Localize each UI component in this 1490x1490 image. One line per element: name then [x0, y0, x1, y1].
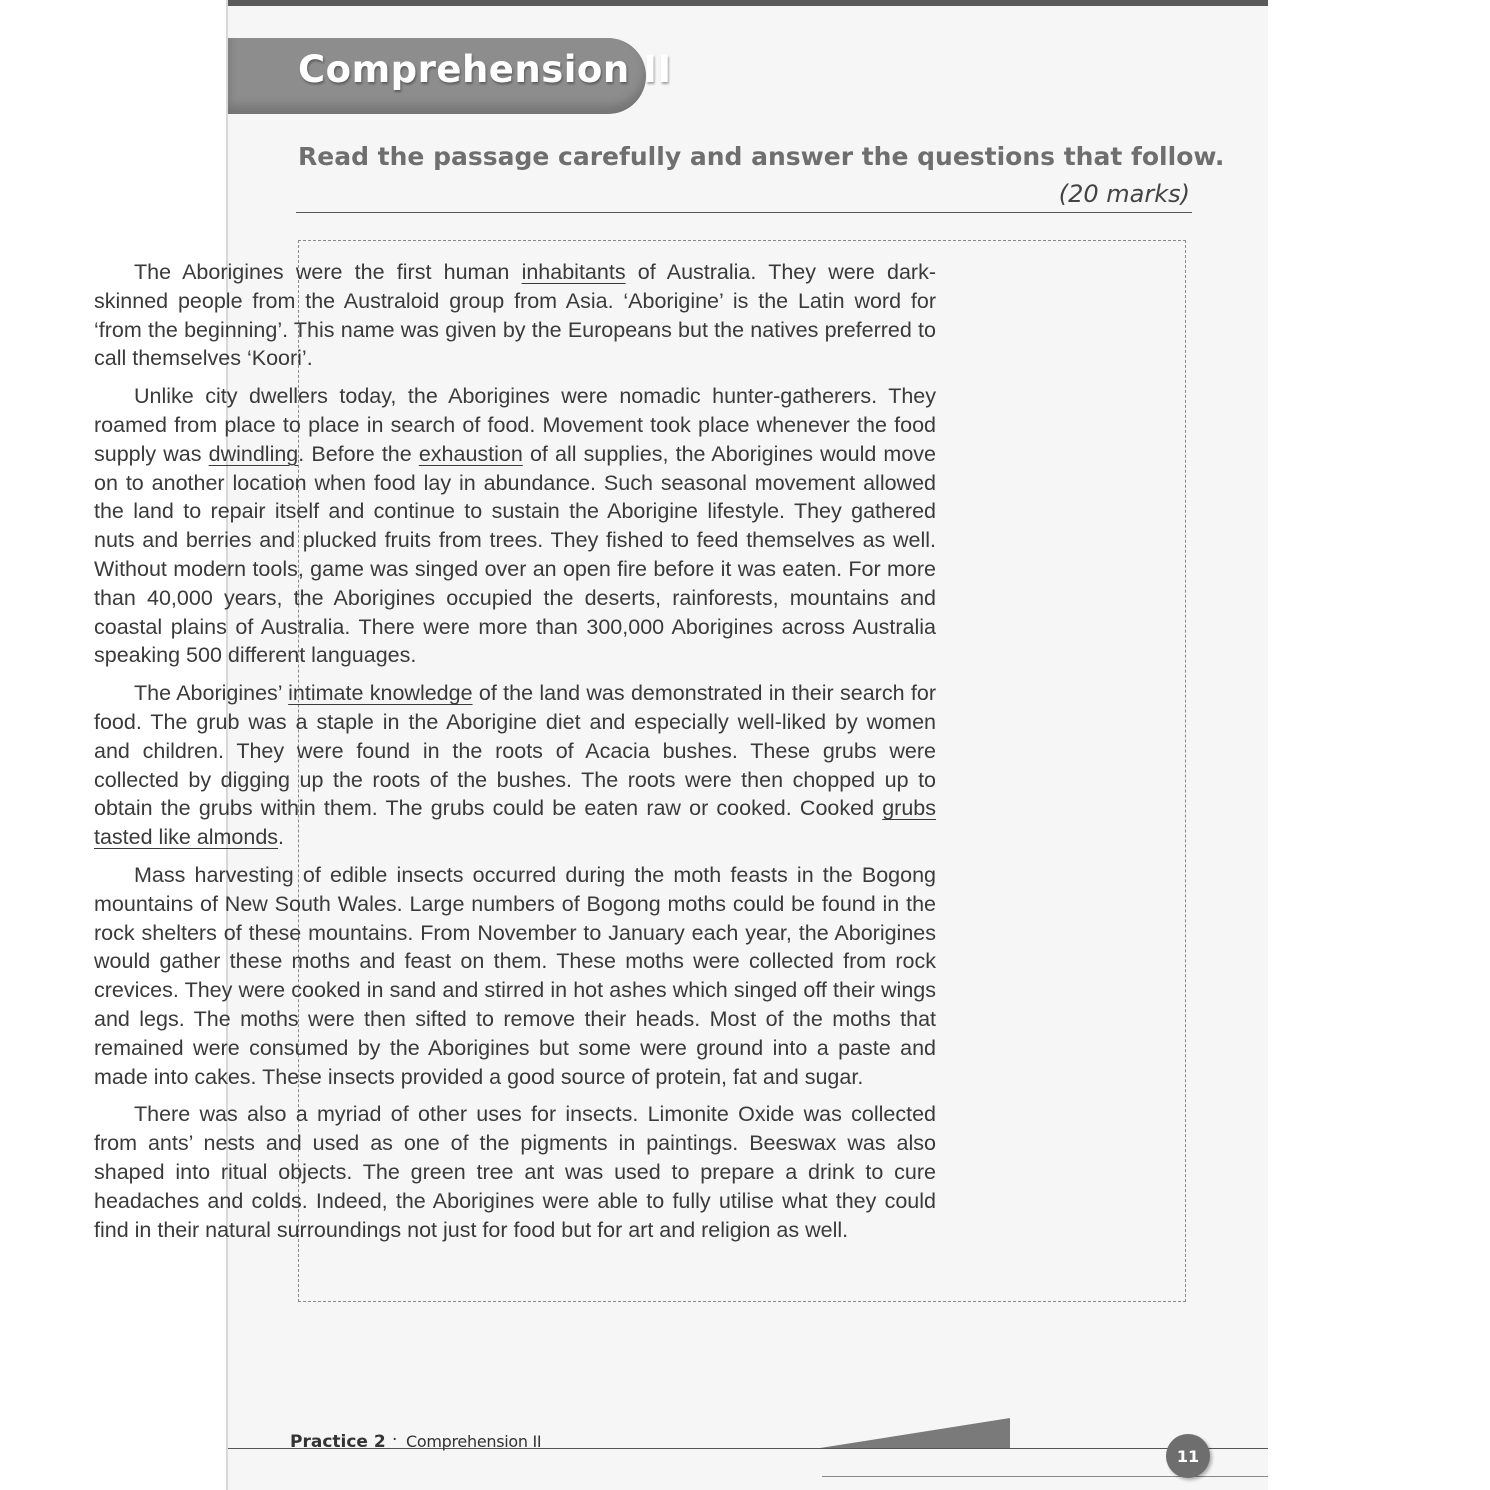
- page-number: 11: [1176, 1446, 1200, 1466]
- passage-text: of the land was demonstrated in their search for food. The grub was a staple in the Aborigine diet and especially well-liked by women and children. They were found in the roots of Acacia bushes. These grubs were collected by digging up the roots of the bushes. The roots were then chopped up to obtain the grubs within them. The grubs could be eaten raw or cooked. Cooked: [94, 681, 936, 821]
- page-title: Comprehension II: [298, 48, 672, 91]
- passage-text: of all supplies, the Aborigines would move on to another location when food lay in abundance. Such seasonal movement allowed the land to repair itself and continue to sustain the Aborigine lifestyle. They gathered nuts and berries and plucked fruits from trees. They fished to feed themselves as well. Without modern tools, game was singed over an open fire before it was eaten. For more than 40,000 years, the Aborigines occupied the deserts, rainforests, mountains and coastal plains of Australia. There were more than 300,000 Aborigines across Australia speaking 500 different languages.: [94, 441, 936, 668]
- passage-text: . Before the: [298, 441, 419, 466]
- passage-text: The Aborigines were the first human: [134, 260, 522, 284]
- passage: [94, 258, 936, 1253]
- footer-bottom-line: [822, 1476, 1268, 1477]
- marks-label: (20 marks): [1058, 180, 1190, 208]
- passage-text: Unlike city dwellers today, the Aborigines were nomadic hunter-gatherers. They roamed from place to place in search of food. Movement took place whenever the food supply was: [94, 384, 936, 466]
- top-edge-bar: [228, 0, 1268, 6]
- title-banner: [228, 38, 672, 114]
- passage-paragraph-5: There was also a myriad of other uses for insects. Limonite Oxide was collected from ants’ nests and used as one of the pigments in paintings. Beeswax was also shaped into ritual objects. The green tree ant was used to prepare a drink to cure headaches and colds. Indeed, the Aborigines were able to fully utilise what they could find in their natural surroundings not just for food but for art and religion as well.: [94, 1102, 936, 1242]
- passage-text: .: [278, 825, 285, 850]
- instruction-text: Read the passage carefully and answer the questions that follow.: [298, 142, 1225, 171]
- underlined-word-inhabitants: inhabitants: [521, 260, 626, 284]
- page-number-badge: [1166, 1434, 1210, 1478]
- footer-separator: ·: [392, 1430, 398, 1450]
- passage-text: of Australia. They were dark-skinned people from the Australoid group from Asia. ‘Aborigine’ is the Latin word for ‘from the beginning’. This name was given by the Europeans but the natives preferred to call themselves ‘Koori’.: [94, 260, 936, 371]
- header-divider: [296, 212, 1192, 213]
- passage-paragraph-4: Mass harvesting of edible insects occurred during the moth feasts in the Bogong mountains of New South Wales. Large numbers of Bogong moths could be found in the rock shelters of these mountains. From November to January each year, the Aborigines would gather these moths and feast on them. These moths were collected from rock crevices. They were cooked in sand and stirred in hot ashes which singed off their wings and legs. The moths were then sifted to remove their heads. Most of the moths that remained were consumed by the Aborigines but some were ground into a paste and made into cakes. These insects provided a good source of protein, fat and sugar.: [94, 862, 936, 1089]
- footer-wedge-decoration: [820, 1418, 1010, 1448]
- passage-text: The Aborigines’: [134, 681, 289, 706]
- passage-paragraph-3: [94, 679, 936, 852]
- underlined-word-dwindling: dwindling: [208, 441, 299, 466]
- passage-paragraph-1: [94, 258, 936, 373]
- footer-practice-label: Practice 2: [290, 1432, 386, 1452]
- footer-section-label: Comprehension II: [406, 1432, 542, 1451]
- underlined-word-exhaustion: exhaustion: [418, 441, 523, 466]
- underlined-phrase-grubs-tasted-like-almonds: grubs tasted like almonds: [94, 796, 936, 850]
- underlined-phrase-intimate-knowledge: intimate knowledge: [288, 681, 473, 706]
- passage-paragraph-2: [94, 382, 936, 670]
